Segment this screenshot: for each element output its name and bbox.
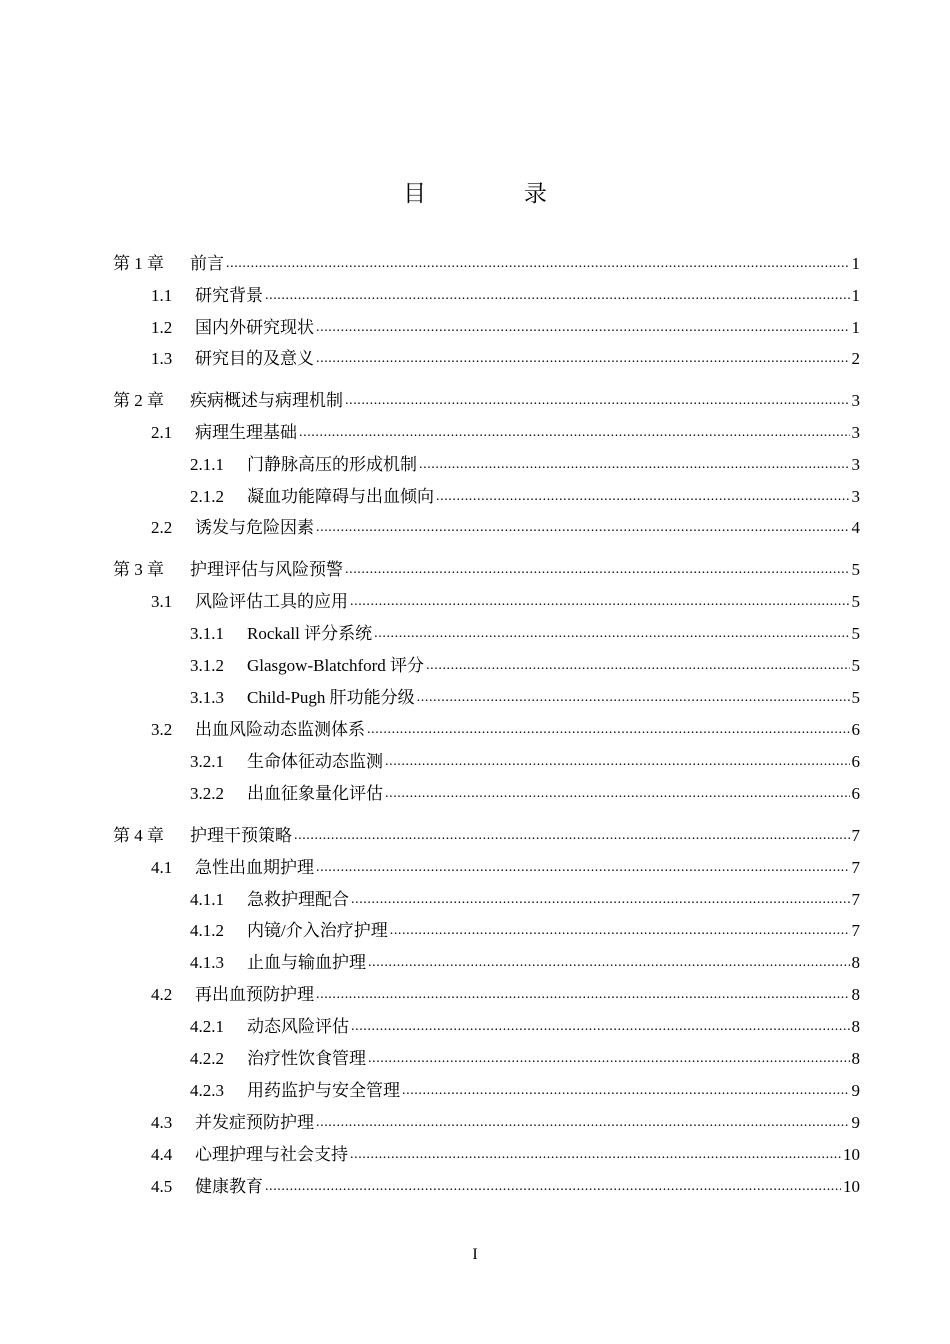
toc-entry-page: 5: [851, 656, 860, 675]
toc-entry[interactable]: [151, 340, 860, 370]
toc-entry-number: 3.2: [151, 720, 173, 739]
toc-entry-page: 3: [851, 487, 860, 506]
toc-leader-dots: [265, 285, 850, 307]
toc-entry-page: 8: [851, 985, 860, 1004]
toc-entry[interactable]: [151, 849, 860, 879]
toc-leader-dots: [368, 1048, 850, 1070]
toc-entry-page: 8: [851, 1049, 860, 1068]
toc-entry-page: 7: [851, 858, 860, 877]
toc-entry-number: 第 3 章: [113, 560, 164, 579]
toc-entry-title: 护理干预策略: [190, 826, 292, 845]
toc-entry-number: 3.1.1: [190, 624, 224, 643]
toc-entry[interactable]: [113, 551, 860, 581]
toc-entry-number: 4.2: [151, 985, 173, 1004]
toc-entry[interactable]: [151, 1168, 860, 1198]
toc-leader-dots: [385, 751, 850, 773]
toc-entry-page: 9: [851, 1081, 860, 1100]
toc-entry[interactable]: [190, 446, 860, 476]
toc-entry-title: 护理评估与风险预警: [190, 560, 343, 579]
toc-leader-dots: [345, 559, 850, 581]
toc-entry-page: 6: [851, 784, 860, 803]
toc-entry[interactable]: [190, 679, 860, 709]
toc-leader-dots: [402, 1080, 850, 1102]
toc-entry[interactable]: [190, 1008, 860, 1038]
toc-entry-title: 风险评估工具的应用: [195, 592, 348, 611]
toc-entry-number: 3.1.3: [190, 688, 224, 707]
toc-leader-dots: [294, 825, 850, 847]
toc-leader-dots: [316, 1112, 850, 1134]
toc-entry[interactable]: [190, 881, 860, 911]
toc-entry-title: 心理护理与社会支持: [195, 1145, 348, 1164]
toc-leader-dots: [417, 687, 850, 709]
toc-entry-page: 5: [851, 592, 860, 611]
toc-leader-dots: [436, 486, 850, 508]
toc-entry-number: 3.1: [151, 592, 173, 611]
toc-entry-number: 1.1: [151, 286, 173, 305]
toc-entry[interactable]: [151, 309, 860, 339]
toc-entry-page: 1: [851, 254, 860, 273]
toc-entry-title: Glasgow-Blatchford 评分: [247, 656, 425, 675]
toc-entry[interactable]: [151, 414, 860, 444]
toc-entry[interactable]: [113, 817, 860, 847]
toc-leader-dots: [226, 253, 850, 275]
toc-entry-page: 5: [851, 624, 860, 643]
toc-entry[interactable]: [190, 912, 860, 942]
toc-entry-number: 2.2: [151, 518, 173, 537]
toc-entry[interactable]: [151, 583, 860, 613]
toc-entry[interactable]: [190, 647, 860, 677]
toc-entry-page: 3: [851, 423, 860, 442]
toc-entry-title: 凝血功能障碍与出血倾向: [247, 487, 434, 506]
toc-entry-title: Rockall 评分系统: [247, 624, 373, 643]
toc-entry[interactable]: [151, 711, 860, 741]
toc-leader-dots: [316, 984, 850, 1006]
toc-leader-dots: [367, 719, 850, 741]
toc-leader-dots: [390, 920, 850, 942]
toc-entry-title: 出血征象量化评估: [247, 784, 383, 803]
toc-entry-title: 健康教育: [195, 1177, 263, 1196]
toc-leader-dots: [316, 857, 850, 879]
toc-entry-number: 第 2 章: [113, 391, 164, 410]
toc-entry-page: 5: [851, 560, 860, 579]
page-title: 目 录: [403, 181, 593, 206]
toc-entry-page: 4: [851, 518, 860, 537]
toc-leader-dots: [368, 952, 850, 974]
toc-entry[interactable]: [113, 382, 860, 412]
toc-leader-dots: [351, 889, 850, 911]
toc-entry-number: 4.3: [151, 1113, 173, 1132]
toc-entry-number: 2.1.2: [190, 487, 224, 506]
toc-entry[interactable]: [151, 277, 860, 307]
toc-entry-page: 10: [843, 1145, 860, 1164]
toc-entry-number: 3.2.1: [190, 752, 224, 771]
toc-entry[interactable]: [151, 1104, 860, 1134]
toc-entry-title: 并发症预防护理: [195, 1113, 314, 1132]
toc-entry-page: 7: [851, 890, 860, 909]
toc-entry-page: 10: [843, 1177, 860, 1196]
toc-entry-title: Child-Pugh 肝功能分级: [247, 688, 415, 707]
toc-entry-title: 国内外研究现状: [195, 318, 314, 337]
toc-entry-number: 3.2.2: [190, 784, 224, 803]
toc-entry[interactable]: [113, 245, 860, 275]
toc-entry-number: 2.1.1: [190, 455, 224, 474]
toc-entry[interactable]: [190, 615, 860, 645]
toc-entry-title: 生命体征动态监测: [247, 752, 383, 771]
toc-entry[interactable]: [190, 1040, 860, 1070]
toc-entry-title: 再出血预防护理: [195, 985, 314, 1004]
toc-entry-number: 4.2.3: [190, 1081, 224, 1100]
toc-entry-number: 1.2: [151, 318, 173, 337]
toc-leader-dots: [426, 655, 849, 677]
toc-entry[interactable]: [190, 775, 860, 805]
toc-entry-page: 3: [851, 455, 860, 474]
toc-entry-title: 用药监护与安全管理: [247, 1081, 400, 1100]
toc-entry-title: 研究背景: [195, 286, 263, 305]
toc-entry-number: 4.1.1: [190, 890, 224, 909]
toc-entry-page: 1: [851, 286, 860, 305]
toc-leader-dots: [350, 591, 850, 613]
toc-entry-number: 第 1 章: [113, 254, 164, 273]
toc-entry-page: 2: [851, 349, 860, 368]
toc-entry-number: 4.2.2: [190, 1049, 224, 1068]
toc-entry-page: 8: [851, 1017, 860, 1036]
toc-entry-title: 急救护理配合: [247, 890, 349, 909]
toc-entry-number: 3.1.2: [190, 656, 224, 675]
toc-entry-page: 5: [851, 688, 860, 707]
toc-entry-title: 治疗性饮食管理: [247, 1049, 366, 1068]
toc-leader-dots: [374, 623, 849, 645]
toc-leader-dots: [345, 390, 850, 412]
toc-entry-page: 6: [851, 720, 860, 739]
toc-leader-dots: [351, 1016, 850, 1038]
toc-entry-title: 前言: [190, 254, 224, 273]
toc-entry-number: 第 4 章: [113, 826, 164, 845]
toc-leader-dots: [385, 783, 850, 805]
toc-entry-number: 4.4: [151, 1145, 173, 1164]
toc-entry-number: 1.3: [151, 349, 173, 368]
toc-entry[interactable]: [190, 478, 860, 508]
toc-entry-title: 内镜/介入治疗护理: [247, 921, 388, 940]
toc-entry-number: 4.5: [151, 1177, 173, 1196]
toc-leader-dots: [299, 422, 850, 444]
toc-entry-title: 门静脉高压的形成机制: [247, 455, 417, 474]
page-number: I: [472, 1246, 478, 1263]
toc-entry-page: 1: [851, 318, 860, 337]
toc-leader-dots: [350, 1144, 841, 1166]
toc-entry-number: 4.1: [151, 858, 173, 877]
toc-entry-number: 4.2.1: [190, 1017, 224, 1036]
toc-leader-dots: [419, 454, 850, 476]
toc-entry-page: 7: [851, 921, 860, 940]
toc-entry[interactable]: [151, 509, 860, 539]
toc-leader-dots: [316, 348, 850, 370]
toc-entry-page: 7: [851, 826, 860, 845]
toc-leader-dots: [316, 517, 850, 539]
toc-entry-title: 研究目的及意义: [195, 349, 314, 368]
toc-entry-number: 4.1.2: [190, 921, 224, 940]
toc-leader-dots: [316, 317, 850, 339]
toc-entry-page: 9: [851, 1113, 860, 1132]
toc-entry-title: 疾病概述与病理机制: [190, 391, 343, 410]
toc-entry[interactable]: [151, 976, 860, 1006]
toc-entry[interactable]: [190, 743, 860, 773]
toc-entry-number: 2.1: [151, 423, 173, 442]
toc-entry-title: 急性出血期护理: [195, 858, 314, 877]
toc-entry-title: 病理生理基础: [195, 423, 297, 442]
toc-entry-page: 8: [851, 953, 860, 972]
toc-entry-number: 4.1.3: [190, 953, 224, 972]
toc-entry-title: 出血风险动态监测体系: [195, 720, 365, 739]
toc-entry-title: 诱发与危险因素: [195, 518, 314, 537]
toc-entry-title: 止血与输血护理: [247, 953, 366, 972]
toc-entry[interactable]: [151, 1136, 860, 1166]
toc-entry[interactable]: [190, 944, 860, 974]
toc-leader-dots: [265, 1176, 841, 1198]
toc-entry-page: 3: [851, 391, 860, 410]
toc-entry-title: 动态风险评估: [247, 1017, 349, 1036]
toc-entry-page: 6: [851, 752, 860, 771]
toc-entry[interactable]: [190, 1072, 860, 1102]
